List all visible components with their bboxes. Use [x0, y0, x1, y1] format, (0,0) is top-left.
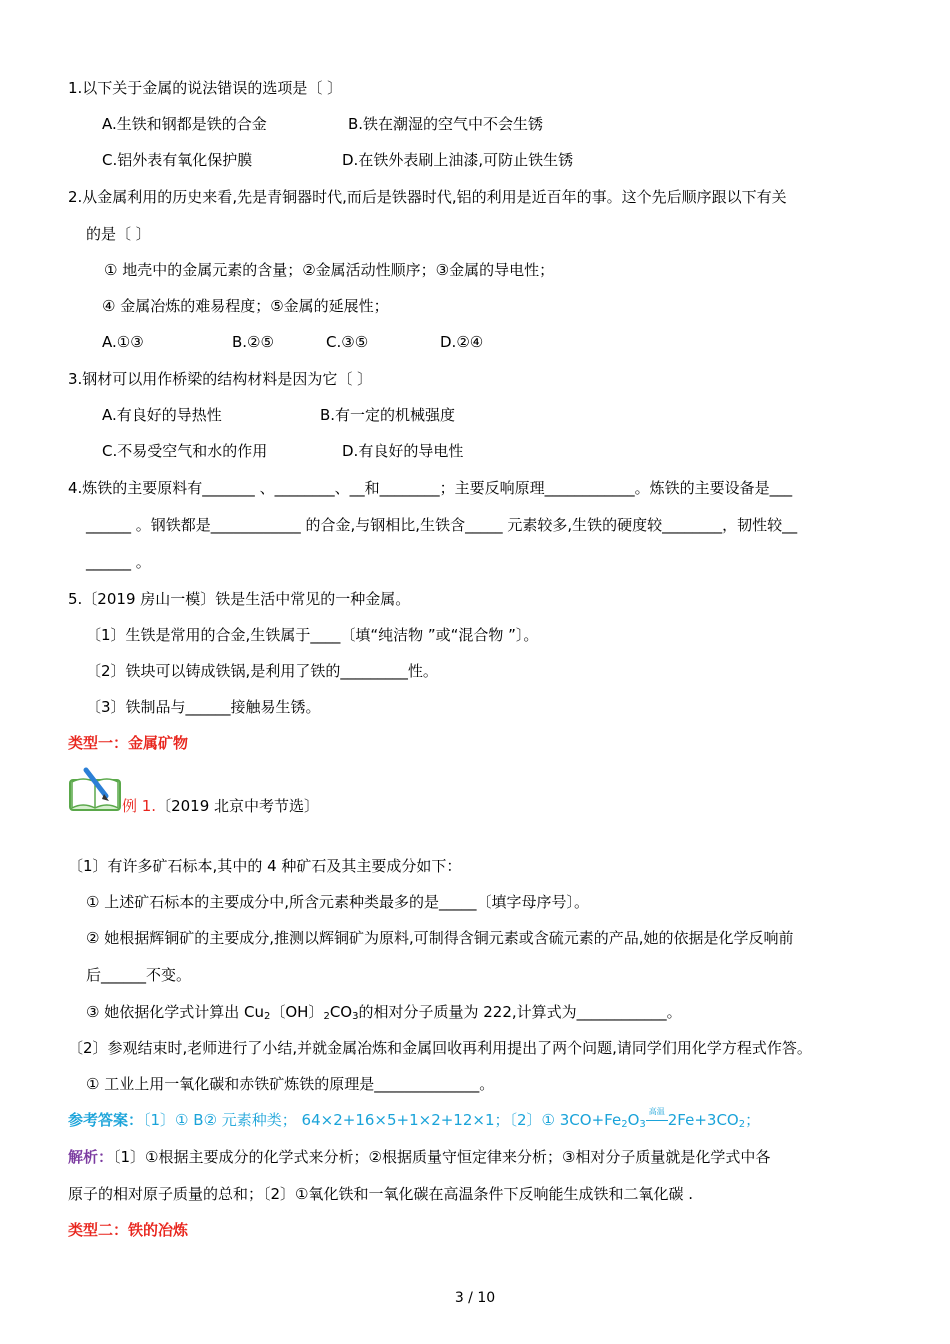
subscript: 2 [263, 1011, 271, 1022]
q2-items-2: ④ 金属冶炼的难易程度；⑤金属的延展性； [102, 297, 389, 315]
formula-text: 〔OH〕 [270, 1003, 324, 1021]
q2-items-1: ① 地壳中的金属元素的含量；②金属活动性顺序；③金属的导电性； [104, 261, 555, 279]
reaction-condition [646, 1107, 668, 1130]
q5-part-3: 〔3〕铁制品与______接触易生锈。 [86, 698, 321, 716]
formula-text: 的相对分子质量为 222,计算式为____________。 [358, 1003, 682, 1021]
analysis-line-2: 原子的相对原子质量的总和；〔2〕①氧化铁和一氧化碳在高温条件下反响能生成铁和二氧化碳 . [68, 1185, 694, 1203]
q3-option-d: D.有良好的导电性 [342, 442, 464, 460]
example-part-2: 〔2〕参观结束时,老师进行了小结,并就金属冶炼和金属回收再利用提出了两个问题,请同学们用化学方程式作答。 [68, 1039, 812, 1057]
example-part-1: 〔1〕有许多矿石标本,其中的 4 种矿石及其主要成分如下： [68, 857, 462, 875]
q3-option-c: C.不易受空气和水的作用 [102, 442, 268, 460]
q5-part-1: 〔1〕生铁是常用的合金,生铁属于____〔填“纯洁物 ”或“混合物 ”〕。 [86, 626, 539, 644]
q2-option-b: B.②⑤ [232, 333, 274, 351]
question-3-stem: 3.钢材可以用作桥梁的结构材料是因为它〔 〕 [68, 370, 373, 388]
example-sub-2: ② 她根据辉铜矿的主要成分,推测以辉铜矿为原料,可制得含铜元素或含硫元素的产品,她的依据是化学反响前 [86, 929, 794, 947]
question-1-stem: 1.以下关于金属的说法错误的选项是〔 〕 [68, 79, 343, 97]
example-sub-2-cont: 后______不变。 [86, 966, 192, 984]
answer-text: 2Fe+3CO [667, 1111, 739, 1129]
q2-option-a: A.①③ [102, 333, 144, 351]
analysis-line-1 [68, 1147, 770, 1167]
subscript: 2 [738, 1119, 746, 1130]
subscript: 3 [352, 1011, 359, 1022]
section-heading-type-2: 类型二：铁的冶炼 [68, 1221, 189, 1239]
example-part-2-sub-1: ① 工业上用一氧化碳和赤铁矿炼铁的原理是______________。 [86, 1075, 495, 1093]
subscript: 2 [323, 1011, 330, 1022]
answer-text: ； [745, 1111, 761, 1129]
q1-option-d: D.在铁外表刷上油漆,可防止铁生锈 [342, 151, 574, 169]
q1-option-a: A.生铁和钢都是铁的合金 [102, 115, 267, 133]
q2-option-d: D.②④ [440, 333, 484, 351]
answer-label: 参考答案： [68, 1111, 144, 1129]
notebook-pencil-icon [68, 766, 122, 812]
example-label: 例 1. [122, 797, 157, 815]
q3-option-a: A.有良好的导热性 [102, 406, 222, 424]
question-5-stem: 5.〔2019 房山一模〕铁是生活中常见的一种金属。 [68, 590, 411, 608]
example-sub-1: ① 上述矿石标本的主要成分中,所含元素种类最多的是_____〔填字母序号〕。 [86, 893, 589, 911]
section-heading-type-1: 类型一：金属矿物 [68, 734, 189, 752]
formula-text: ③ 她依据化学式计算出 Cu [86, 1003, 264, 1021]
q3-option-b: B.有一定的机械强度 [320, 406, 456, 424]
question-4-line-2: ______ 。钢铁都是____________ 的合金,与钢相比,生铁含_____ 元素较多,生铁的硬度较________，韧性较__ [86, 516, 798, 534]
q1-option-c: C.铝外表有氧化保护膜 [102, 151, 253, 169]
example-sub-3 [86, 1002, 682, 1027]
page-number: 3 / 10 [454, 1290, 496, 1306]
q1-option-b: B.铁在潮湿的空气中不会生锈 [348, 115, 544, 133]
formula-text: CO [329, 1003, 353, 1021]
question-2-stem: 2.从金属利用的历史来看,先是青铜器时代,而后是铁器时代,铝的利用是近百年的事。这个先后顺序跟以下有关 [68, 188, 787, 206]
reference-answer [68, 1107, 761, 1135]
subscript: 3 [639, 1119, 646, 1130]
analysis-label: 解析： [68, 1148, 114, 1166]
question-2-stem-cont: 的是〔 〕 [86, 225, 151, 243]
subscript: 2 [621, 1119, 628, 1130]
q5-part-2: 〔2〕铁块可以铸成铁锅,是利用了铁的_________性。 [86, 662, 438, 680]
q2-option-c: C.③⑤ [326, 333, 369, 351]
example-1-title [122, 796, 319, 816]
answer-text: O [627, 1111, 640, 1129]
answer-text: 〔1〕① B② 元素种类； 64×2+16×5+1×2+12×1；〔2〕① 3CO+Fe [143, 1111, 622, 1129]
question-4-line-1: 4.炼铁的主要原料有_______ 、________、__和________；主要反响原理____________。炼铁的主要设备是___ [68, 479, 793, 497]
analysis-text: 〔1〕①根据主要成分的化学式来分析；②根据质量守恒定律来分析；③相对分子质量就是化学式中各 [113, 1148, 771, 1166]
example-source: 〔2019 北京中考节选〕 [156, 797, 320, 815]
question-4-line-3: ______ 。 [86, 553, 151, 571]
condition-label: 高温 [648, 1107, 665, 1116]
